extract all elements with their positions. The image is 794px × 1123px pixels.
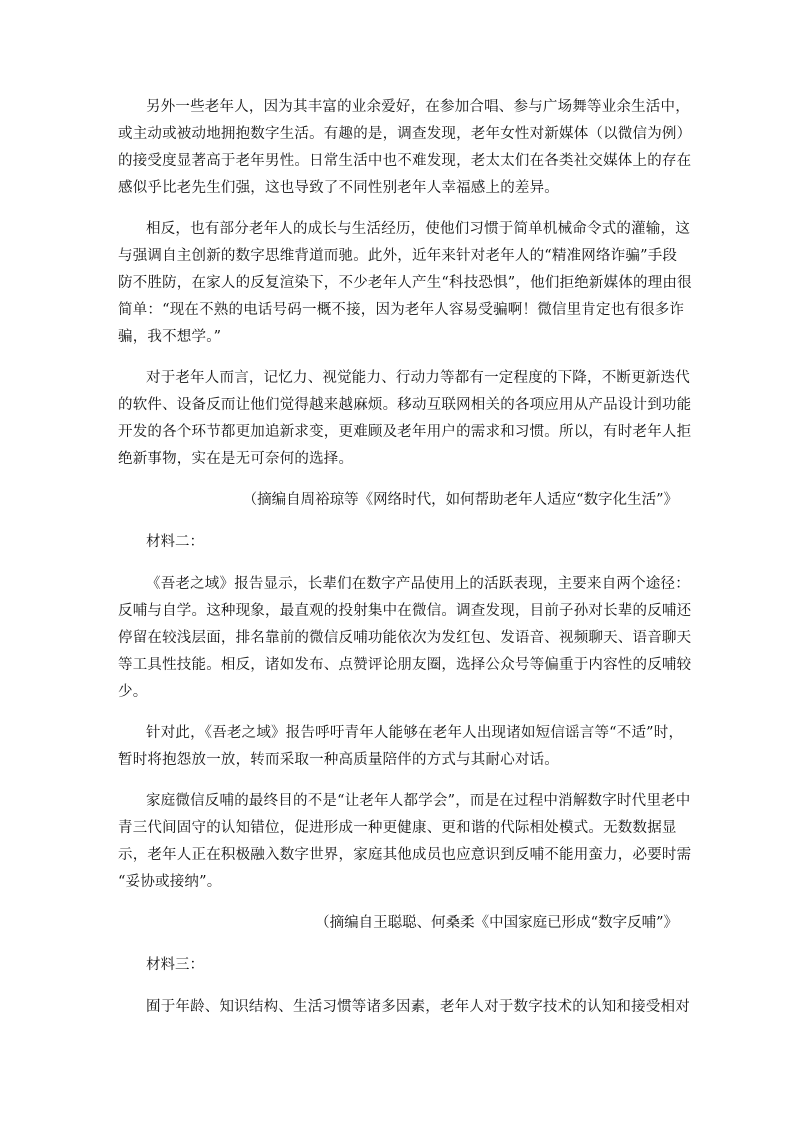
- paragraph: [118, 720, 684, 774]
- paragraph-line: 少。: [118, 684, 148, 700]
- paragraph-line: 针对此，《吾老之域》报告呼吁青年人能够在老年人出现诸如短信谣言等“不适”时，: [146, 725, 684, 741]
- paragraph-line: 《吾老之域》报告显示，长辈们在数字产品使用上的活跃表现，主要来自两个途径：: [146, 576, 690, 592]
- paragraph-line: 绝新事物，实在是无可奈何的选择。: [118, 451, 354, 467]
- paragraph-line: 停留在较浅层面，排名靠前的微信反哺功能依次为发红包、发语音、视频聊天、语音聊天: [118, 630, 692, 646]
- paragraph-line: 或主动或被动地拥抱数字生活。有趣的是，调查发现，老年女性对新媒体（以微信为例）: [118, 126, 692, 142]
- paragraph: [118, 94, 692, 202]
- paragraph: [118, 571, 692, 706]
- paragraph: [118, 365, 692, 473]
- article-body: [118, 94, 692, 1035]
- paragraph-line: 的软件、设备反而让他们觉得越来越麻烦。移动互联网相关的各项应用从产品设计到功能: [118, 397, 692, 413]
- paragraph-line: 囿于年龄、知识结构、生活习惯等诸多因素，老年人对于数字技术的认知和接受相对: [146, 999, 690, 1015]
- source-citation: （摘编自周裕琼等《网络时代，如何帮助老年人适应“数字化生活”》: [242, 492, 678, 508]
- paragraph-line: 另外一些老年人，因为其丰富的业余爱好，在参加合唱、参与广场舞等业余生活中，: [146, 99, 690, 115]
- section-heading: 材料二：: [146, 534, 204, 550]
- paragraph: [118, 994, 690, 1021]
- paragraph-line: 骗，我不想学。”: [118, 329, 222, 345]
- paragraph-line: 示，老年人正在积极融入数字世界，家庭其他成员也应意识到反哺不能用蛮力，必要时需: [118, 847, 692, 863]
- section-heading: 材料三：: [146, 957, 204, 973]
- paragraph: [118, 216, 692, 351]
- paragraph-line: 与强调自主创新的数字思维背道而驰。此外，近年来针对老年人的“精准网络诈骗”手段: [118, 248, 678, 264]
- paragraph-line: 青三代间固守的认知错位，促进形成一种更健康、更和谐的代际相处模式。无数数据显: [118, 820, 677, 836]
- source-citation: （摘编自王聪聪、何桑柔《中国家庭已形成“数字反哺”》: [315, 915, 678, 931]
- paragraph-line: 家庭微信反哺的最终目的不是“让老年人都学会”，而是在过程中消解数字时代里老中: [146, 793, 691, 809]
- paragraph-line: “妥协或接纳”。: [118, 874, 222, 890]
- paragraph-line: 的接受度显著高于老年男性。日常生活中也不难发现，老太太们在各类社交媒体上的存在: [118, 153, 692, 169]
- paragraph-line: 简单：“现在不熟的电话号码一概不接，因为老年人容易受骗啊！微信里肯定也有很多诈: [118, 302, 685, 318]
- paragraph-line: 暂时将抱怨放一放，转而采取一种高质量陪伴的方式与其耐心对话。: [118, 752, 559, 768]
- paragraph-line: 感似乎比老先生们强，这也导致了不同性别老年人幸福感上的差异。: [118, 180, 559, 196]
- paragraph: [118, 788, 692, 896]
- paragraph-line: 相反，也有部分老年人的成长与生活经历，使他们习惯于简单机械命令式的灌输，这: [146, 221, 690, 237]
- paragraph-line: 对于老年人而言，记忆力、视觉能力、行动力等都有一定程度的下降，不断更新迭代: [146, 370, 690, 386]
- paragraph-line: 等工具性技能。相反，诸如发布、点赞评论朋友圈，选择公众号等偏重于内容性的反哺较: [118, 657, 692, 673]
- paragraph-line: 反哺与自学。这种现象，最直观的投射集中在微信。调查发现，目前子孙对长辈的反哺还: [118, 603, 692, 619]
- paragraph-line: 防不胜防，在家人的反复渲染下，不少老年人产生“科技恐惧”，他们拒绝新媒体的理由很: [118, 275, 692, 291]
- paragraph-line: 开发的各个环节都更加追新求变，更难顾及老年用户的需求和习惯。所以，有时老年人拒: [118, 424, 692, 440]
